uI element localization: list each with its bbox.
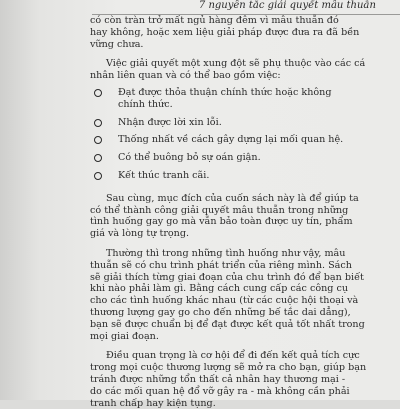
text-line: thuẫn sẽ có chu trình phát triển của riêng mình. Sách xyxy=(90,259,352,271)
paragraph xyxy=(90,15,360,50)
text-line: có còn tràn trở mất ngủ hàng đêm vì mâu thuẫn đó xyxy=(90,15,339,26)
list-item xyxy=(90,117,336,129)
list-item-text: Kết thúc tranh cãi. xyxy=(118,169,210,181)
text-line: Sau cùng, mục đích của cuốn sách này là để giúp ta xyxy=(106,192,359,204)
list-item-text: Đạt được thỏa thuận chính thức hoặc không xyxy=(118,86,332,98)
chapter-title: 7 nguyên tắc giải quyết mâu thuẫn xyxy=(198,0,376,11)
text-line: bạn sẽ được chuẩn bị để đạt được kết quả tốt nhất trong xyxy=(90,318,365,330)
list-item-text: Nhận được lời xin lỗi. xyxy=(118,116,222,128)
text-line: thương lượng gay go cho đến những bế tắc dai dẳng), xyxy=(90,306,351,318)
text-line: trong mọi cuộc thương lượng sẽ mở ra cho bạn, giúp bạn xyxy=(90,362,367,374)
bullet-circle-icon xyxy=(94,136,102,144)
list-item-text: chính thức. xyxy=(118,98,173,110)
text-line: cho các tình huống khác nhau (từ các cuộc hội thoại và xyxy=(90,295,359,307)
text-line: tranh chấp hay kiện tụng. xyxy=(90,397,216,409)
text-line: tình huống gay go mà vẫn bảo toàn được uy tín, phẩm xyxy=(90,216,353,228)
list-item xyxy=(90,87,336,111)
bullet-circle-icon xyxy=(94,154,102,162)
text-line: giá và lòng tự trọng. xyxy=(90,228,190,240)
text-line: hay không, hoặc xem liệu giải pháp được đưa ra đã bền xyxy=(90,26,360,38)
bullet-list xyxy=(90,86,344,182)
paragraph xyxy=(90,247,365,342)
text-line: nhân liên quan và có thể bao gồm việc: xyxy=(90,70,281,82)
paragraph xyxy=(90,350,367,409)
list-item-text: Có thể buông bỏ sự oán giận. xyxy=(118,152,261,164)
bullet-circle-icon xyxy=(94,119,102,127)
list-item-text: Thống nhất về cách gây dựng lại mối quan hệ. xyxy=(118,134,344,146)
page-body xyxy=(90,15,367,409)
text-line: vững chưa. xyxy=(90,38,144,50)
text-line: Điều quan trọng là cơ hội để đi đến kết quả tích cực xyxy=(106,350,360,362)
list-item xyxy=(90,152,336,164)
text-line: khi nào phải làm gì. Bằng cách cung cấp các công cụ xyxy=(90,283,349,295)
bullet-circle-icon xyxy=(94,89,102,97)
text-line: mọi giai đoạn. xyxy=(90,330,159,342)
bullet-circle-icon xyxy=(94,172,102,180)
paragraph xyxy=(90,192,359,240)
text-line: có thể thành công giải quyết mâu thuẫn trong những xyxy=(90,204,349,216)
text-line: do các mối quan hệ đổ vỡ gây ra - mà không cần phải xyxy=(90,385,350,397)
text-line: tránh được những tổn thất cả nhân hay thương mại - xyxy=(90,373,346,385)
text-line: Việc giải quyết một xung đột sẽ phụ thuộc vào các cá xyxy=(106,58,366,70)
list-item xyxy=(90,170,336,182)
running-header xyxy=(92,0,400,15)
text-line: sẽ giải thích từng giai đoạn của chu trình đó để bạn biết xyxy=(90,271,364,283)
list-item xyxy=(90,134,344,146)
text-line: Thường thì trong những tình huống như vậy, mâu xyxy=(106,247,346,259)
paragraph xyxy=(90,58,366,82)
